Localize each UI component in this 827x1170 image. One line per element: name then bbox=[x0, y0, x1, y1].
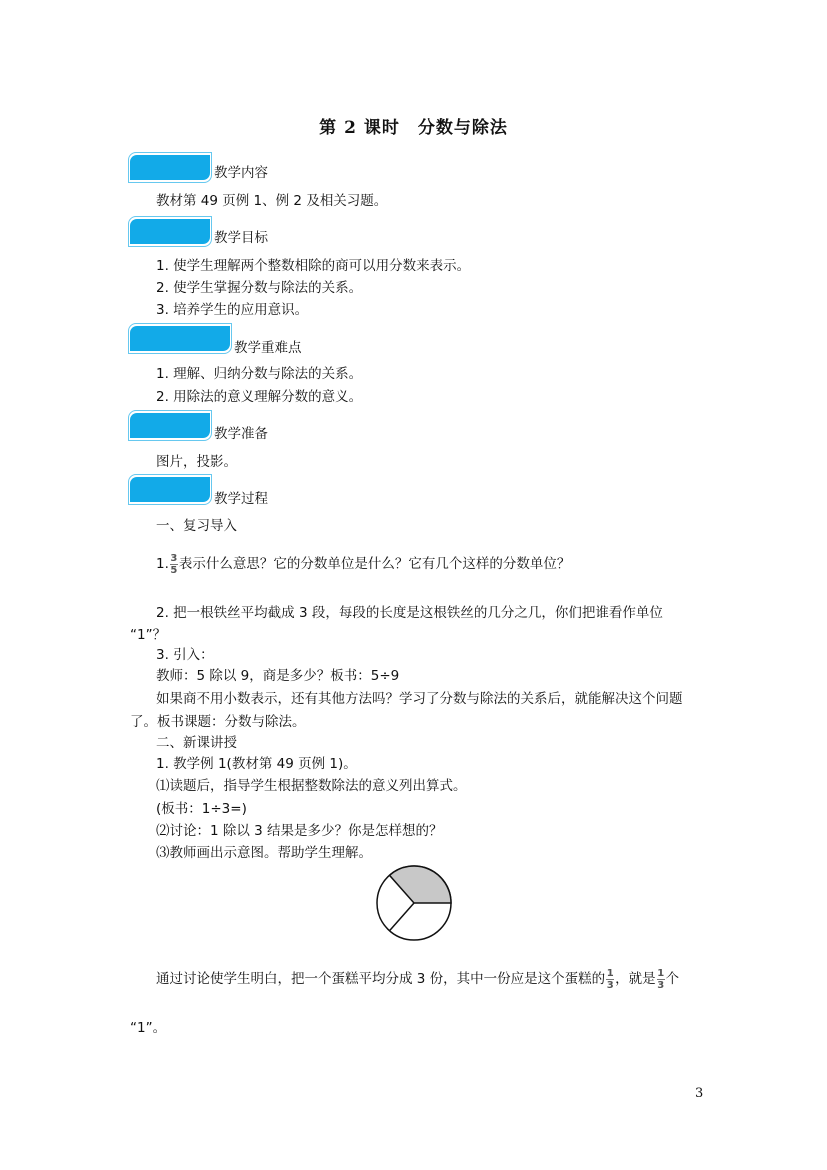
conclusion-line-1: 通过讨论使学生明白，把一个蛋糕平均分成 3 份，其中一份应是这个蛋糕的 $\frac{1}{3}$ ，就是 $\frac{1}{3}$ 个 bbox=[156, 967, 680, 991]
teacher-line: 教师：5 除以 9，商是多少？板书：5÷9 bbox=[156, 668, 400, 684]
section-label-keypoints: 教学重难点 bbox=[234, 340, 302, 356]
process-heading-review: 一、复习导入 bbox=[156, 518, 237, 534]
page-number: 3 bbox=[695, 1086, 704, 1101]
question-3: 3. 引入： bbox=[156, 647, 214, 663]
example-1-board: (板书：1÷3=) bbox=[156, 801, 247, 817]
question-1-number: 1. bbox=[156, 556, 169, 572]
process-heading-new-lesson: 二、新课讲授 bbox=[156, 735, 237, 751]
cake-thirds-diagram bbox=[373, 862, 455, 944]
fraction-one-third: $\frac{1}{3}$ bbox=[606, 967, 614, 991]
keypoint-item: 1. 理解、归纳分数与除法的关系。 bbox=[156, 366, 363, 382]
goal-item: 3. 培养学生的应用意识。 bbox=[156, 302, 309, 318]
prep-text: 图片，投影。 bbox=[156, 454, 237, 470]
example-1: 1. 教学例 1(教材第 49 页例 1)。 bbox=[156, 756, 357, 772]
section-label-prep: 教学准备 bbox=[214, 426, 268, 442]
intro-paragraph-line-1: 如果商不用小数表示，还有其他方法吗？学习了分数与除法的关系后，就能解决这个问题 bbox=[156, 691, 683, 707]
question-2-line-2: “1”？ bbox=[130, 627, 167, 643]
example-1-step-a: ⑴读题后，指导学生根据整数除法的意义列出算式。 bbox=[156, 778, 467, 794]
page-title: 第 2 课时 分数与除法 bbox=[319, 118, 508, 138]
section-label-goals: 教学目标 bbox=[214, 230, 268, 246]
conclusion-line-2: “1”。 bbox=[130, 1020, 167, 1036]
question-1 bbox=[156, 552, 570, 575]
section-tag-content bbox=[130, 155, 210, 180]
section-tag-process bbox=[130, 477, 210, 502]
goal-item: 1. 使学生理解两个整数相除的商可以用分数来表示。 bbox=[156, 258, 471, 274]
example-1-step-c: ⑶教师画出示意图。帮助学生理解。 bbox=[156, 845, 372, 861]
goal-item: 2. 使学生掌握分数与除法的关系。 bbox=[156, 280, 363, 296]
question-2-line-1: 2. 把一根铁丝平均截成 3 段，每段的长度是这根铁丝的几分之几，你们把谁看作单位 bbox=[156, 605, 663, 621]
fraction-one-third: $\frac{1}{3}$ bbox=[657, 967, 665, 991]
section-tag-prep bbox=[130, 413, 210, 438]
question-1-text: 表示什么意思？它的分数单位是什么？它有几个这样的分数单位？ bbox=[178, 556, 571, 572]
section-label-process: 教学过程 bbox=[214, 491, 268, 507]
example-1-step-b: ⑵讨论：1 除以 3 结果是多少？你是怎样想的？ bbox=[156, 823, 443, 839]
fraction-three-fifths: $\frac{3}{5}$ bbox=[170, 552, 178, 576]
intro-paragraph-line-2: 了。板书课题：分数与除法。 bbox=[130, 714, 306, 730]
keypoint-item: 2. 用除法的意义理解分数的意义。 bbox=[156, 389, 363, 405]
content-text: 教材第 49 页例 1、例 2 及相关习题。 bbox=[156, 193, 388, 209]
section-label-content: 教学内容 bbox=[214, 165, 268, 181]
section-tag-goals bbox=[130, 219, 210, 244]
section-tag-keypoints bbox=[130, 326, 230, 351]
